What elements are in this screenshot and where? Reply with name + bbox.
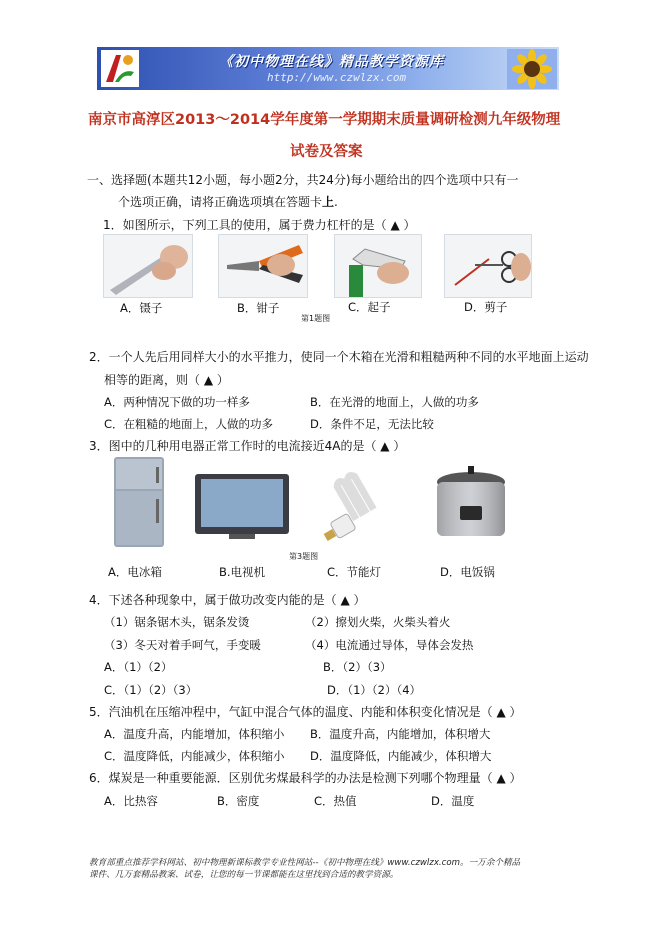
q4-option-c: C．（1）（2）（3） [104, 683, 198, 697]
q1-stem: 1．如图所示，下列工具的使用，属于费力杠杆的是（ ▲ ） [103, 218, 416, 232]
refrigerator-photo [108, 455, 170, 549]
television-photo [193, 472, 291, 540]
q4-option-d: D．（1）（2）（4） [327, 683, 422, 697]
q1-option-c: C．起子 [348, 300, 391, 314]
q2-option-a: A．两种情况下做的功一样多 [104, 395, 250, 409]
q3-option-c: C．节能灯 [327, 565, 382, 579]
q2-stem-line1: 2．一个人先后用同样大小的水平推力，使同一个木箱在光滑和粗糙两种不同的水平地面上运动 [89, 350, 589, 364]
q5-option-d: D．温度降低，内能减少，体积增大 [310, 749, 492, 763]
q3-option-b: B.电视机 [219, 565, 266, 579]
q2-option-d: D．条件不足，无法比较 [310, 417, 434, 431]
footer-line1[interactable]: 教育部重点推荐学科网站、初中物理新课标教学专业性网站--《初中物理在线》www.czwlzx.com。一万余个精品 [89, 858, 521, 868]
period: . [334, 195, 338, 209]
q6-option-b: B．密度 [217, 794, 260, 808]
q5-option-c: C．温度降低，内能减少，体积缩小 [104, 749, 285, 763]
q2-stem-line2: 相等的距离，则（ ▲ ） [104, 373, 229, 387]
q4-phenomenon-3: （3）冬天对着手呵气，手变暖 [104, 638, 261, 652]
q3-option-d: D．电饭锅 [440, 565, 495, 579]
footer-line2: 课件、几万套精品教案、试卷，让您的每一节课都能在这里找到合适的教学资源。 [89, 870, 399, 880]
section-intro-line2 [118, 194, 338, 210]
q1-option-d: D．剪子 [464, 300, 508, 314]
sunflower-icon [507, 49, 557, 89]
pliers-photo [218, 234, 308, 298]
section-intro-line1: 一、选择题(本题共12小题，每小题2分，共24分)每小题给出的四个选项中只有一 [87, 173, 519, 187]
site-logo-icon [101, 50, 139, 87]
q2-option-c: C．在粗糙的地面上，人做的功多 [104, 417, 274, 431]
section-intro-text: 个选项正确，请将正确选项填在答题卡 [118, 195, 323, 209]
page-footer [89, 857, 609, 881]
q3-option-a: A．电冰箱 [108, 565, 162, 579]
bottle-opener-photo [334, 234, 422, 298]
q6-option-c: C．热值 [314, 794, 357, 808]
page-subtitle: 试卷及答案 [290, 144, 363, 160]
scissors-photo [444, 234, 532, 298]
rice-cooker-photo [428, 464, 514, 544]
section-intro-bold: 上 [322, 195, 335, 209]
q4-phenomenon-1: （1）锯条锯木头，锯条发烫 [104, 615, 250, 629]
q4-option-a: A．（1）（2） [104, 660, 173, 674]
banner-title: 《初中物理在线》精品教学资源库 [219, 54, 444, 70]
q6-stem: 6．煤炭是一种重要能源．区别优劣煤最科学的办法是检测下列哪个物理量（ ▲ ） [89, 771, 522, 785]
header-banner [97, 47, 559, 90]
tweezers-photo [103, 234, 193, 298]
q5-option-b: B．温度升高，内能增加，体积增大 [310, 727, 491, 741]
banner-url[interactable]: http://www.czwlzx.com [267, 71, 407, 84]
q1-option-b: B．钳子 [237, 301, 280, 315]
energy-saving-lamp-photo [311, 471, 401, 543]
q4-phenomenon-2: （2）擦划火柴，火柴头着火 [305, 615, 451, 629]
q3-figure-caption: 第3题图 [289, 552, 319, 561]
q4-phenomenon-4: （4）电流通过导体，导体会发热 [305, 638, 474, 652]
q3-stem: 3．图中的几种用电器正常工作时的电流接近4A的是（ ▲ ） [89, 439, 406, 453]
page-title: 南京市高淳区2013～2014学年度第一学期期末质量调研检测九年级物理 [88, 112, 561, 128]
q5-option-a: A．温度升高，内能增加，体积缩小 [104, 727, 285, 741]
q4-option-b: B．（2）（3） [323, 660, 392, 674]
q4-stem: 4．下述各种现象中，属于做功改变内能的是（ ▲ ） [89, 593, 366, 607]
q1-figure-caption: 第1题图 [301, 314, 331, 323]
q6-option-d: D．温度 [431, 794, 475, 808]
q1-option-a: A．镊子 [120, 301, 163, 315]
q6-option-a: A．比热容 [104, 794, 158, 808]
q2-option-b: B．在光滑的地面上，人做的功多 [310, 395, 479, 409]
q5-stem: 5．汽油机在压缩冲程中，气缸中混合气体的温度、内能和体积变化情况是（ ▲ ） [89, 705, 522, 719]
